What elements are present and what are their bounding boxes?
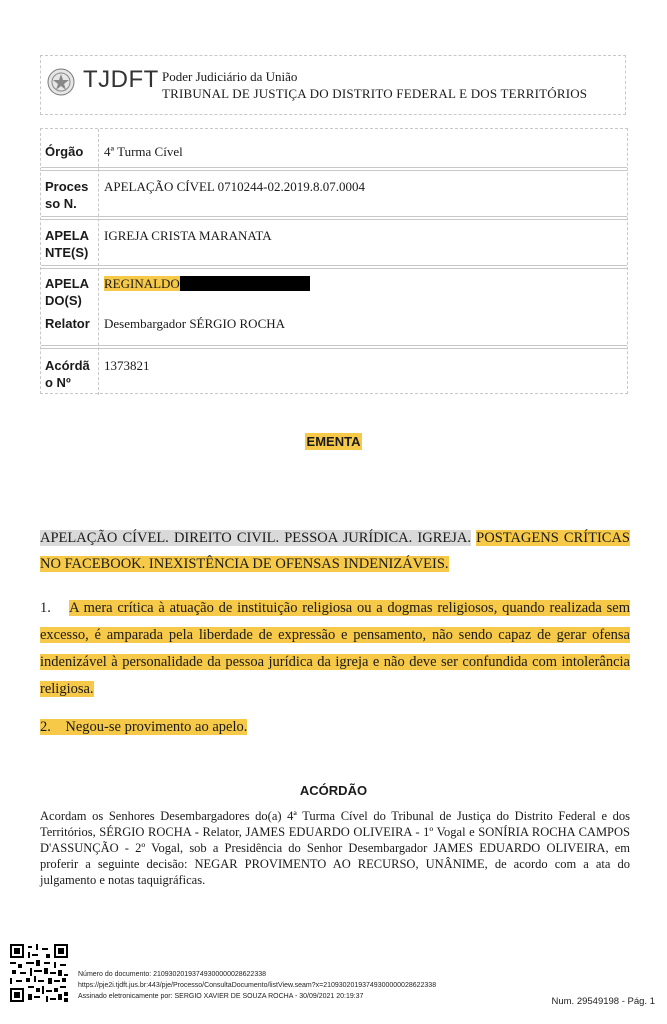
processo-label-line1: Proces: [45, 179, 89, 194]
apelado-label: [45, 275, 95, 309]
acordao-label-line2: o Nº: [45, 375, 71, 390]
acordao-label: [45, 357, 95, 391]
row-divider: [41, 265, 627, 269]
acordao-heading: ACÓRDÃO: [299, 783, 368, 798]
ementa-heading-text: EMENTA: [306, 434, 361, 449]
ementa-summary-gray: APELAÇÃO CÍVEL. DIREITO CIVIL. PESSOA JURÍDICA. IGREJA.: [40, 530, 471, 546]
ementa-summary: [40, 525, 630, 577]
acordao-body: Acordam os Senhores Desembargadores do(a) 4ª Turma Cível do Tribunal de Justiça do Distrito Federal e dos Territórios, SÉRGIO ROCHA - Relator, JAMES EDUARDO OLIVEIRA - 1º Vogal e SONÍRIA ROCHA CAMPOS D'ASSUNÇÃO - 2º Vogal, sob a Presidência do Senhor Desembargador JAMES EDUARDO OLIVEIRA, em proferir a seguinte decisão: NEGAR PROVIMENTO AO RECURSO, UNÂNIME, de acordo com a ata do julgamento e notas taquigráficas.: [40, 809, 630, 887]
row-divider: [41, 345, 627, 349]
processo-value: APELAÇÃO CÍVEL 0710244-02.2019.8.07.0004: [104, 179, 365, 194]
apelante-label-line1: APELA: [45, 228, 90, 243]
apelante-label-line2: NTE(S): [45, 245, 89, 260]
orgao-label: Órgão: [45, 144, 84, 159]
relator-label: Relator: [45, 316, 90, 331]
item-1-number: 1.: [40, 600, 51, 616]
apelado-label-line2: DO(S): [45, 293, 82, 308]
processo-label: [45, 178, 95, 212]
processo-label-line2: so N.: [45, 196, 77, 211]
ementa-item-1: [40, 595, 630, 703]
ementa-summary-yellow: POSTAGENS CRÍTICAS NO FACEBOOK. INEXISTÊNCIA DE OFENSAS INDENIZÁVEIS.: [40, 530, 631, 572]
relator-value: Desembargador SÉRGIO ROCHA: [104, 316, 286, 331]
item-1-text: A mera crítica à atuação de instituição religiosa ou a dogmas religiosos, quando realizada sem excesso, é amparada pela liberdade de expressão e pensamento, não sendo capaz de gerar ofensa indenizável à personalidade da pessoa jurídica da igreja e não deve ser confundida com intolerância religiosa.: [40, 600, 631, 697]
coat-of-arms-seal-icon: [47, 68, 75, 96]
apelado-label-line1: APELA: [45, 276, 90, 291]
document-url[interactable]: https://pje2i.tjdft.jus.br:443/pje/Processo/ConsultaDocumento/listView.seam?x=21093020193749300000028622338: [78, 982, 437, 989]
row-divider: [41, 216, 627, 220]
case-info-table: [40, 128, 628, 394]
document-header: [40, 55, 626, 115]
ementa-heading: [0, 434, 667, 449]
redaction-bar: [180, 276, 310, 291]
page-number: Num. 29549198 - Pág. 1: [551, 996, 655, 1007]
item-2-text: Negou-se provimento ao apelo.: [65, 719, 248, 735]
acordao-label-line1: Acórdã: [45, 358, 90, 373]
row-divider: [41, 167, 627, 171]
qr-code-icon: [10, 944, 68, 1002]
header-line-2: TRIBUNAL DE JUSTIÇA DO DISTRITO FEDERAL E DOS TERRITÓRIOS: [162, 86, 588, 101]
apelante-value: IGREJA CRISTA MARANATA: [104, 228, 272, 243]
acordao-value: 1373821: [104, 358, 150, 373]
ementa-item-2: [40, 716, 630, 738]
electronic-signature: Assinado eletronicamente por: SERGIO XAVIER DE SOUZA ROCHA - 30/09/2021 20:19:37: [78, 993, 364, 1000]
signature-metadata: [78, 969, 436, 1002]
document-number: Número do documento: 21093020193749300000028622338: [78, 971, 266, 978]
item-2-number: 2.: [40, 719, 51, 735]
apelado-value: [104, 275, 310, 292]
apelante-label: [45, 227, 95, 261]
orgao-value: 4ª Turma Cível: [104, 144, 183, 159]
header-line-1: Poder Judiciário da União: [162, 69, 298, 84]
apelado-name: REGINALDO: [104, 276, 180, 291]
court-logo-text: TJDFT: [83, 66, 159, 93]
